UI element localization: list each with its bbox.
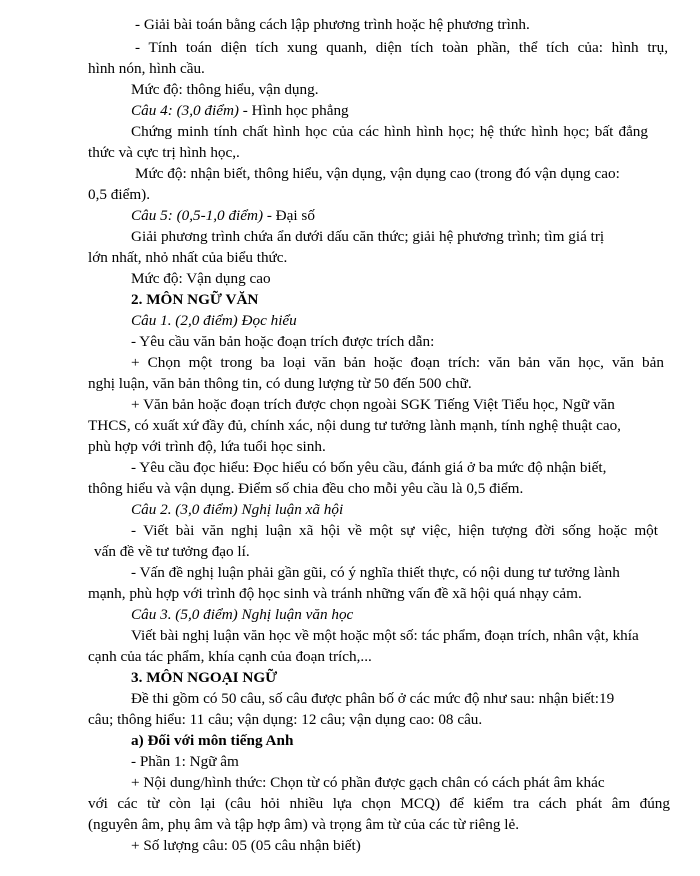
question-heading: Câu 2. (3,0 điểm) Nghị luận xã hội xyxy=(131,501,344,518)
text-line: phù hợp với trình độ, lứa tuổi học sinh. xyxy=(88,438,326,455)
text-line: nghị luận, văn bản thông tin, có dung lượng từ 50 đến 500 chữ. xyxy=(88,375,472,392)
text-line: Đề thi gồm có 50 câu, số câu được phân bố ở các mức độ như sau: nhận biết:19 xyxy=(131,690,615,707)
level-line: Mức độ: thông hiểu, vận dụng. xyxy=(131,81,319,98)
text-line: vấn đề về tư tưởng đạo lí. xyxy=(94,543,250,560)
level-line: Mức độ: nhận biết, thông hiểu, vận dụng, vận dụng cao (trong đó vận dụng cao: xyxy=(135,165,620,182)
question-heading: Câu 1. (2,0 điểm) Đọc hiểu xyxy=(131,312,297,329)
text-line: - Viết bài văn nghị luận xã hội về một sự việc, hiện tượng đời sống hoặc một xyxy=(131,522,658,539)
text-line: thức và cực trị hình học,. xyxy=(88,144,240,161)
text-line: với các từ còn lại (câu hỏi nhiều lựa chọn MCQ) để kiểm tra cách phát âm đúng xyxy=(88,795,670,812)
question-label: Câu 5: (0,5-1,0 điểm) xyxy=(131,207,264,224)
text-line: thông hiểu và vận dụng. Điểm số chia đều cho mỗi yêu cầu là 0,5 điểm. xyxy=(88,480,524,497)
text-line: - Phần 1: Ngữ âm xyxy=(131,753,239,770)
text-line: - Vấn đề nghị luận phải gần gũi, có ý nghĩa thiết thực, có nội dung tư tưởng lành xyxy=(131,564,620,581)
question-heading xyxy=(131,205,315,226)
text-line: - Yêu cầu đọc hiểu: Đọc hiểu có bốn yêu cầu, đánh giá ở ba mức độ nhận biết, xyxy=(131,459,607,476)
text-line: + Văn bản hoặc đoạn trích được chọn ngoài SGK Tiếng Việt Tiểu học, Ngữ văn xyxy=(131,396,615,413)
question-topic: - Đại số xyxy=(263,207,315,224)
text-line: mạnh, phù hợp với trình độ học sinh và tránh những vấn đề xã hội quá nhạy cảm. xyxy=(88,585,582,602)
text-line: lớn nhất, nhỏ nhất của biểu thức. xyxy=(88,249,288,266)
level-line: Mức độ: Vận dụng cao xyxy=(131,270,271,287)
text-line: - Yêu cầu văn bản hoặc đoạn trích được trích dẫn: xyxy=(131,333,435,350)
text-line: hình nón, hình cầu. xyxy=(88,60,205,77)
question-heading xyxy=(131,100,349,121)
text-line: Viết bài nghị luận văn học về một hoặc một số: tác phẩm, đoạn trích, nhân vật, khía xyxy=(131,627,639,644)
bullet-line: - Tính toán diện tích xung quanh, diện tích toàn phần, thể tích của: hình trụ, xyxy=(135,39,668,56)
subsection-heading: a) Đối với môn tiếng Anh xyxy=(131,732,294,749)
text-line: + Nội dung/hình thức: Chọn từ có phần được gạch chân có cách phát âm khác xyxy=(131,774,605,791)
text-line: + Chọn một trong ba loại văn bản hoặc đoạn trích: văn bản văn học, văn bản xyxy=(131,354,664,371)
text-line: Giải phương trình chứa ẩn dưới dấu căn thức; giải hệ phương trình; tìm giá trị xyxy=(131,228,605,245)
section-heading: 3. MÔN NGOẠI NGỮ xyxy=(131,669,278,686)
text-line: câu; thông hiểu: 11 câu; vận dụng: 12 câu; vận dụng cao: 08 câu. xyxy=(88,711,483,728)
text-line: 0,5 điểm). xyxy=(88,186,151,203)
text-line: Chứng minh tính chất hình học của các hình hình học; hệ thức hình học; bất đẳng xyxy=(131,123,648,140)
question-topic: - Hình học phẳng xyxy=(238,102,349,119)
section-heading: 2. MÔN NGỮ VĂN xyxy=(131,291,259,308)
text-line: + Số lượng câu: 05 (05 câu nhận biết) xyxy=(131,837,361,854)
bullet-line: - Giải bài toán bằng cách lập phương trình hoặc hệ phương trình. xyxy=(135,16,530,33)
text-line: THCS, có xuất xứ đầy đủ, chính xác, nội dung tư tưởng lành mạnh, tính nghệ thuật cao, xyxy=(88,417,621,434)
text-line: (nguyên âm, phụ âm và tập hợp âm) và trọng âm từ của các từ riêng lẻ. xyxy=(88,816,520,833)
question-heading: Câu 3. (5,0 điểm) Nghị luận văn học xyxy=(131,606,354,623)
text-line: cạnh của tác phẩm, khía cạnh của đoạn trích,... xyxy=(88,648,372,665)
question-label: Câu 4: (3,0 điểm) xyxy=(131,102,239,119)
